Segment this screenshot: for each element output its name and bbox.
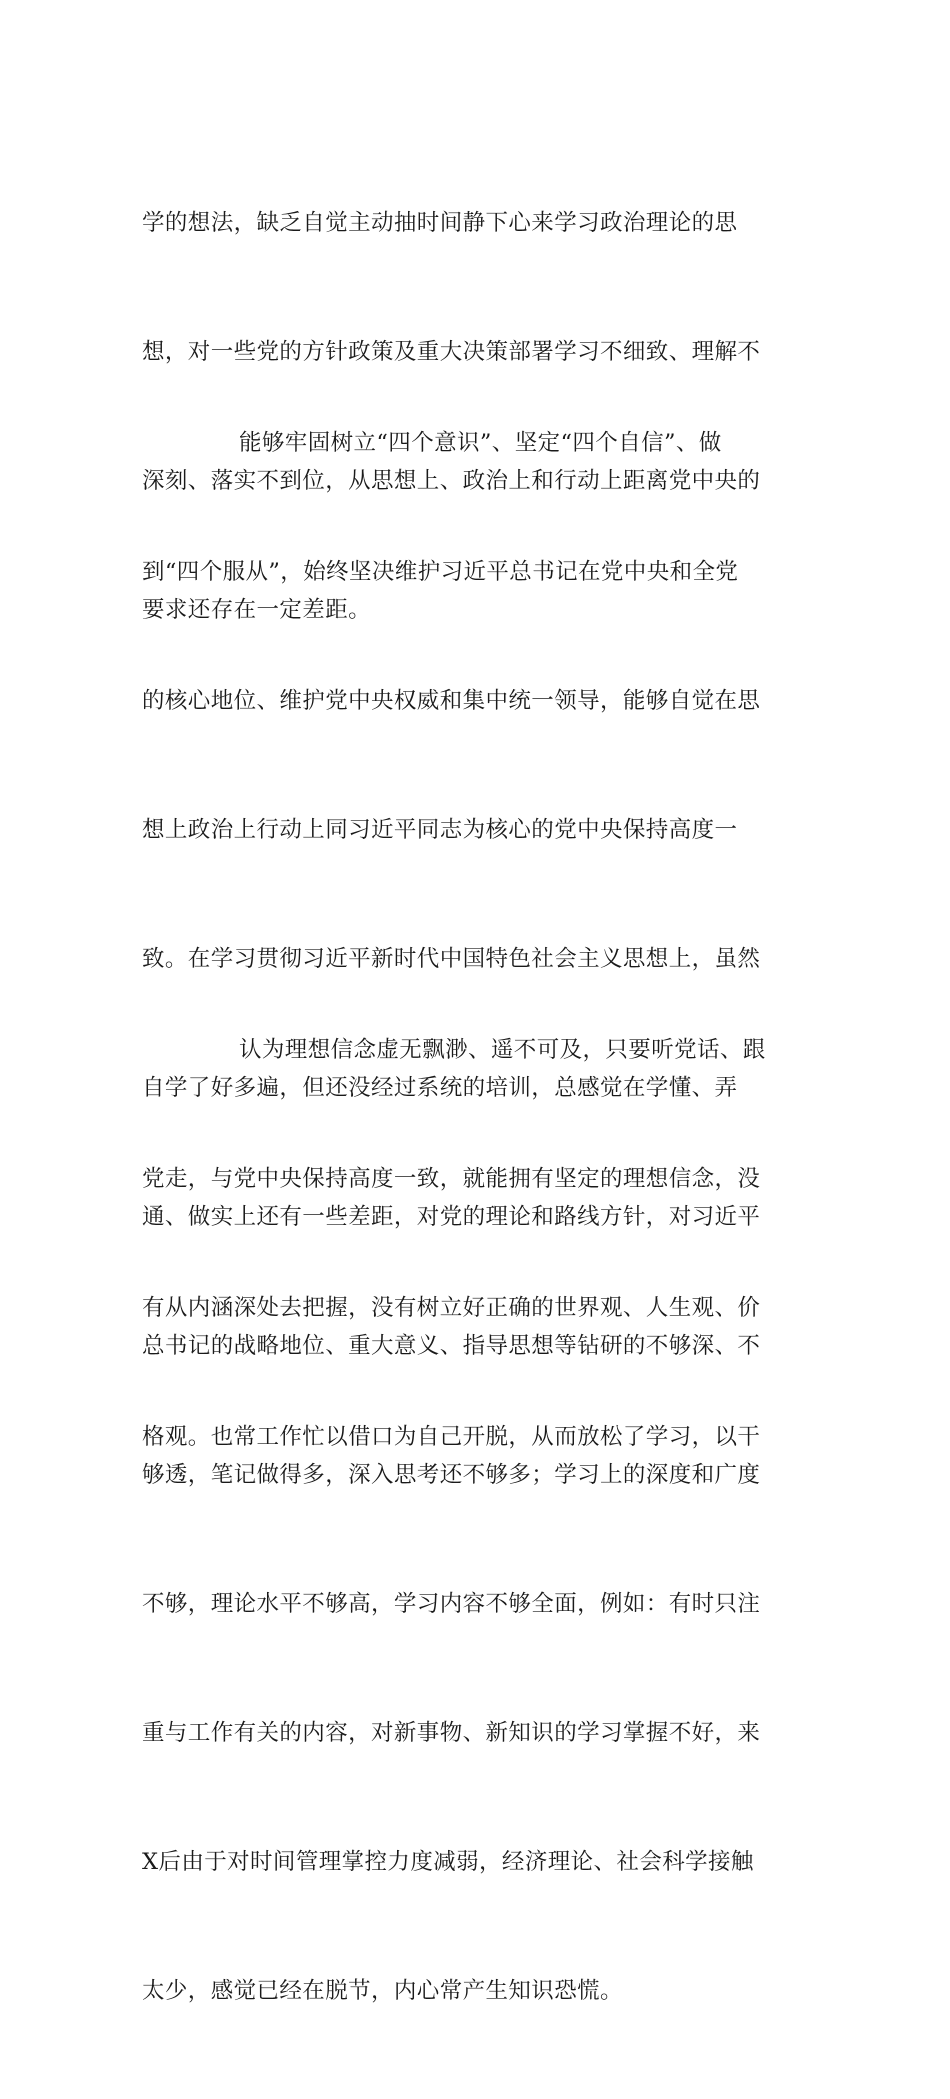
text-line: 到“四个服从”，始终坚决维护习近平总书记在党中央和全党 <box>142 559 739 585</box>
text-line: 学的想法，缺乏自觉主动抽时间静下心来学习政治理论的思 <box>142 210 738 236</box>
text-line: 能够牢固树立“四个意识”、坚定“四个自信”、做 <box>239 430 722 456</box>
text-line: 不够，理论水平不够高，学习内容不够全面，例如：有时只注 <box>142 1591 761 1617</box>
text-line: 的核心地位、维护党中央权威和集中统一领导，能够自觉在思 <box>142 688 761 714</box>
text-line: X后由于对时间管理掌控力度减弱，经济理论、社会科学接触 <box>142 1849 754 1875</box>
text-line: 够透，笔记做得多，深入思考还不够多；学习上的深度和广度 <box>142 1462 761 1488</box>
text-line: 致。在学习贯彻习近平新时代中国特色社会主义思想上，虽然 <box>142 946 761 972</box>
text-line: 通、做实上还有一些差距，对党的理论和路线方针，对习近平 <box>142 1204 761 1230</box>
text-line: 有从内涵深处去把握，没有树立好正确的世界观、人生观、价 <box>142 1295 761 1321</box>
text-line: 想上政治上行动上同习近平同志为核心的党中央保持高度一 <box>142 817 738 843</box>
text-line: 总书记的战略地位、重大意义、指导思想等钻研的不够深、不 <box>142 1333 761 1359</box>
text-line: 格观。也常工作忙以借口为自己开脱，从而放松了学习，以干 <box>142 1424 761 1450</box>
text-line: 要求还存在一定差距。 <box>142 597 372 623</box>
text-line: 深刻、落实不到位，从思想上、政治上和行动上距离党中央的 <box>142 468 761 494</box>
text-line: 重与工作有关的内容，对新事物、新知识的学习掌握不好，来 <box>142 1720 761 1746</box>
paragraph-3 <box>142 943 822 1545</box>
text-line: 太少，感觉已经在脱节，内心常产生知识恐慌。 <box>142 1978 623 2004</box>
text-line: 自学了好多遍，但还没经过系统的培训，总感觉在学懂、弄 <box>142 1075 738 1101</box>
text-line: 认为理想信念虚无飘渺、遥不可及，只要听党话、跟 <box>239 1037 766 1063</box>
text-line: 党走，与党中央保持高度一致，就能拥有坚定的理想信念，没 <box>142 1166 761 1192</box>
text-line: 想，对一些党的方针政策及重大决策部署学习不细致、理解不 <box>142 339 761 365</box>
